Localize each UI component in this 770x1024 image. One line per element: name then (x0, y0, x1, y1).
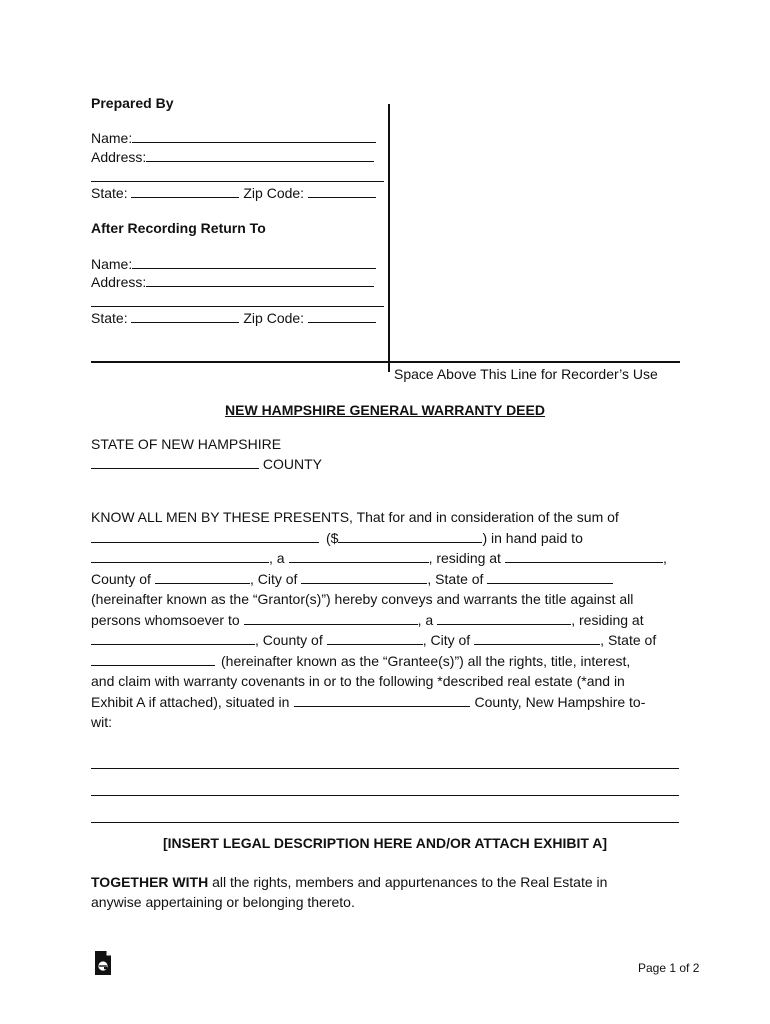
grantor-address-field[interactable] (505, 548, 663, 563)
legal-description-line[interactable] (91, 768, 679, 769)
name-field[interactable] (132, 255, 376, 269)
state-label: State: (91, 185, 128, 201)
recorder-vertical-divider (388, 104, 390, 372)
legal-description-instruction: [INSERT LEGAL DESCRIPTION HERE AND/OR ATTACH EXHIBIT A] (162, 835, 608, 851)
state-label: State: (91, 310, 128, 326)
paragraph-line: County of , City of , State of (91, 569, 679, 590)
grantor-county-field[interactable] (155, 569, 250, 584)
prepared-by-name-row (91, 129, 376, 146)
grantee-status-field[interactable] (437, 610, 571, 625)
recorder-horizontal-divider (91, 361, 680, 363)
paragraph-line: wit: (91, 714, 112, 730)
paragraph-line: (hereinafter known as the “Grantor(s)”) hereby conveys and warrants the title against all (91, 591, 634, 607)
grantee-state-field[interactable] (91, 651, 215, 666)
consideration-words-field[interactable] (91, 528, 319, 543)
grantee-name-field[interactable] (244, 610, 418, 625)
zip-field[interactable] (308, 309, 376, 323)
return-to-state-row (91, 309, 376, 326)
paragraph-line: KNOW ALL MEN BY THESE PRESENTS, That for and in consideration of the sum of (91, 509, 619, 525)
address-label: Address: (91, 149, 147, 165)
grantor-state-field[interactable] (487, 569, 613, 584)
paragraph-line: , County of , City of , State of (91, 630, 679, 651)
page-number: Page 1 of 2 (638, 961, 700, 975)
legal-description-line[interactable] (91, 822, 679, 823)
county-row (91, 455, 322, 472)
state-field[interactable] (131, 184, 239, 198)
recorder-note: Space Above This Line for Recorder’s Use (394, 366, 658, 382)
address-line-2[interactable] (91, 306, 384, 307)
address-label: Address: (91, 274, 147, 290)
paragraph-line: persons whomsoever to , a , residing at (91, 611, 644, 628)
paragraph-line: Exhibit A if attached), situated in County, New Hampshire to- (91, 693, 646, 710)
county-field[interactable] (91, 455, 259, 469)
together-with-text: all the rights, members and appurtenances to the Real Estate in (212, 874, 608, 890)
return-to-name-row (91, 255, 376, 272)
name-label: Name: (91, 256, 133, 272)
conveyance-paragraph (91, 507, 679, 733)
consideration-amount-field[interactable] (338, 528, 482, 543)
paragraph-line: , a , residing at , (91, 548, 679, 569)
deed-title: NEW HAMPSHIRE GENERAL WARRANTY DEED (225, 402, 545, 418)
name-field[interactable] (132, 129, 376, 143)
grantee-city-field[interactable] (474, 630, 600, 645)
zip-field[interactable] (308, 184, 376, 198)
return-to-address-row (91, 273, 374, 290)
return-to-heading: After Recording Return To (91, 220, 266, 236)
grantee-address-field[interactable] (91, 630, 255, 645)
state-line: STATE OF NEW HAMPSHIRE (91, 436, 282, 452)
prepared-by-heading: Prepared By (91, 95, 174, 111)
address-field[interactable] (146, 273, 374, 287)
grantor-status-field[interactable] (289, 548, 429, 563)
county-label: COUNTY (262, 456, 323, 472)
grantor-name-field[interactable] (91, 548, 269, 563)
situated-county-field[interactable] (294, 692, 470, 707)
paragraph-line: ($ ) in hand paid to (91, 528, 679, 549)
grantor-city-field[interactable] (301, 569, 427, 584)
address-line-2[interactable] (91, 181, 384, 182)
paragraph-line: and claim with warranty covenants in or to the following *described real estate (*and in (91, 673, 625, 689)
legal-description-line[interactable] (91, 795, 679, 796)
name-label: Name: (91, 130, 133, 146)
together-with-bold: TOGETHER WITH (91, 874, 209, 890)
zip-label: Zip Code: (243, 310, 305, 326)
paragraph-line: (hereinafter known as the “Grantee(s)”) all the rights, title, interest, (91, 651, 679, 672)
prepared-by-address-row (91, 148, 374, 165)
grantee-county-field[interactable] (327, 630, 423, 645)
state-field[interactable] (131, 309, 239, 323)
eforms-logo-icon (93, 950, 113, 976)
together-with-line-1 (91, 874, 607, 890)
together-with-line-2: anywise appertaining or belonging thereto. (91, 894, 355, 910)
prepared-by-state-row (91, 184, 376, 201)
address-field[interactable] (146, 148, 374, 162)
zip-label: Zip Code: (243, 185, 305, 201)
